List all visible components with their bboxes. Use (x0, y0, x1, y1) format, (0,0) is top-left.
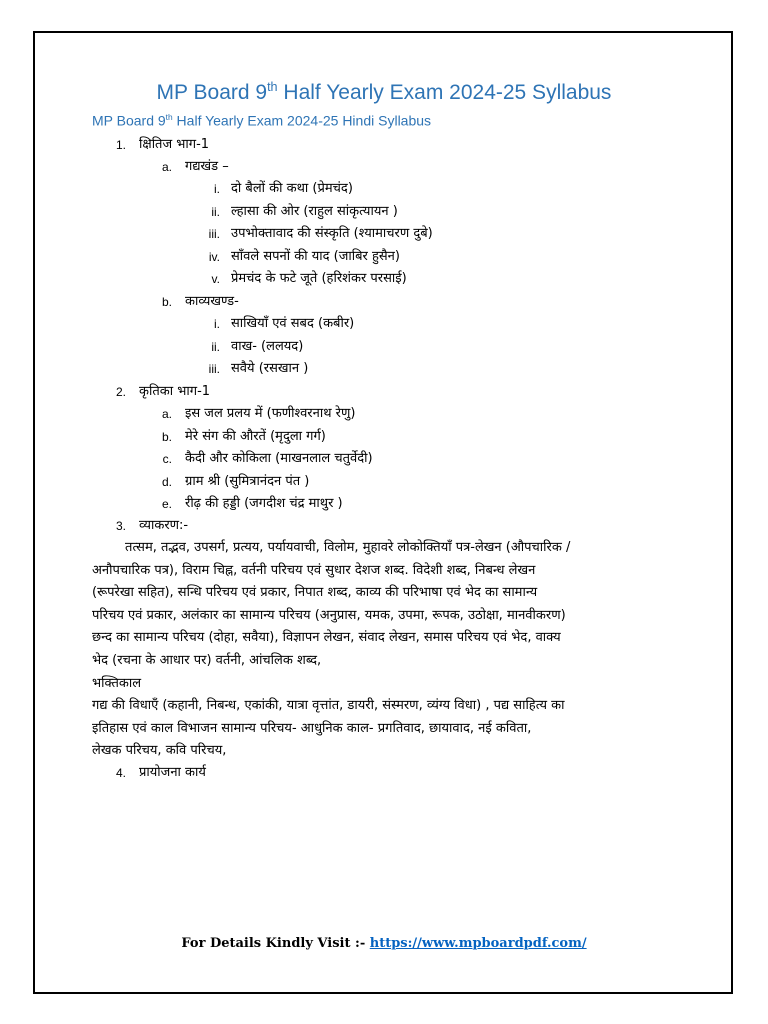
footer (0, 936, 768, 951)
list-item: ग्राम श्री (सुमित्रानंदन पंत ) (185, 474, 310, 489)
list-roman: i. (214, 182, 220, 196)
section-title: क्षितिज भाग-1 (139, 137, 210, 152)
paragraph-line: भक्तिकाल (92, 675, 142, 691)
page-title: MP Board 9th Half Yearly Exam 2024-25 Syllabus (156, 80, 612, 104)
list-item: रीढ़ की हड्डी (जगदीश चंद्र माथुर ) (185, 496, 343, 511)
list-number: 1. (115, 138, 126, 152)
subsection-title: काव्यखण्ड- (185, 294, 239, 309)
paragraph-line: इतिहास एवं काल विभाजन सामान्य परिचय- आधुनिक काल- प्रगतिवाद, छायावाद, नई कविता, (92, 720, 532, 736)
section-title: व्याकरण:- (139, 518, 189, 533)
list-roman: v. (211, 272, 220, 286)
website-link[interactable]: https://www.mpboardpdf.com/ (369, 936, 587, 951)
list-item: उपभोक्तावाद की संस्कृति (श्यामाचरण दुबे) (231, 226, 433, 241)
paragraph-line: छन्द का सामान्य परिचय (दोहा, सवैया), विज्ञापन लेखन, संवाद लेखन, समास परिचय एवं भेद, वाक्य (92, 630, 561, 646)
list-letter: a. (161, 407, 172, 421)
paragraph-line: (रूपरेखा सहित), सन्धि परिचय एवं प्रकार, निपात शब्द, काव्य की परिभाषा एवं भेद का सामान्य (92, 585, 538, 601)
section-title: कृतिका भाग-1 (139, 384, 211, 399)
list-roman: iii. (208, 227, 220, 241)
list-letter: b. (161, 430, 172, 444)
paragraph-line: अनौपचारिक पत्र), विराम चिह्न, वर्तनी परिचय एवं सुधार देशज शब्द. विदेशी शब्द, निबन्ध लेखन (92, 562, 536, 578)
list-letter: c. (162, 452, 172, 466)
list-item: प्रेमचंद के फटे जूते (हरिशंकर परसाई) (231, 271, 407, 286)
list-item: साखियाँ एवं सबद (कबीर) (231, 316, 355, 331)
list-roman: ii. (211, 340, 220, 354)
page-subtitle: MP Board 9th Half Yearly Exam 2024-25 Hindi Syllabus (92, 112, 432, 129)
list-letter: b. (161, 295, 172, 309)
subsection-title: गद्यखंड – (185, 159, 229, 174)
grammar-paragraph (92, 537, 672, 763)
section-title: प्रायोजना कार्य (139, 765, 206, 780)
list-item: इस जल प्रलय में (फणीश्वरनाथ रेणु) (185, 406, 356, 421)
footer-label: For Details Kindly Visit :- (181, 936, 370, 951)
list-letter: a. (161, 160, 172, 174)
list-roman: iv. (208, 250, 220, 264)
list-number: 3. (115, 519, 126, 533)
list-roman: i. (214, 317, 220, 331)
page-border (33, 31, 733, 994)
list-item: सवैये (रसखान ) (231, 361, 309, 376)
list-letter: e. (161, 497, 172, 511)
list-item: साँवले सपनों की याद (जाबिर हुसैन) (231, 249, 400, 264)
paragraph-line: गद्य की विधाएँ (कहानी, निबन्ध, एकांकी, यात्रा वृत्तांत, डायरी, संस्मरण, व्यंग्य विधा) , पद्य साहित्य का (92, 698, 565, 714)
list-letter: d. (161, 475, 172, 489)
paragraph-line: तत्सम, तद्भव, उपसर्ग, प्रत्यय, पर्यायवाची, विलोम, मुहावरे लोकोक्तियाँ पत्र-लेखन (औपचारिक / (92, 540, 571, 555)
paragraph-line: भेद (रचना के आधार पर) वर्तनी, आंचलिक शब्द, (92, 652, 322, 668)
paragraph-line: परिचय एवं प्रकार, अलंकार का सामान्य परिचय (अनुप्रास, यमक, उपमा, रूपक, उठोक्षा, मानवीकरण) (92, 607, 566, 623)
list-number: 2. (115, 385, 126, 399)
list-number: 4. (115, 766, 126, 780)
list-item: मेरे संग की औरतें (मृदुला गर्ग) (185, 429, 326, 444)
paragraph-line: लेखक परिचय, कवि परिचय, (92, 743, 227, 759)
list-roman: iii. (208, 362, 220, 376)
list-item: वाख- (ललयद) (231, 339, 304, 354)
list-item: कैदी और कोकिला (माखनलाल चतुर्वेदी) (185, 451, 373, 466)
list-item: ल्हासा की ओर (राहुल सांकृत्यायन ) (231, 204, 398, 219)
list-roman: ii. (211, 205, 220, 219)
list-item: दो बैलों की कथा (प्रेमचंद) (231, 181, 353, 196)
